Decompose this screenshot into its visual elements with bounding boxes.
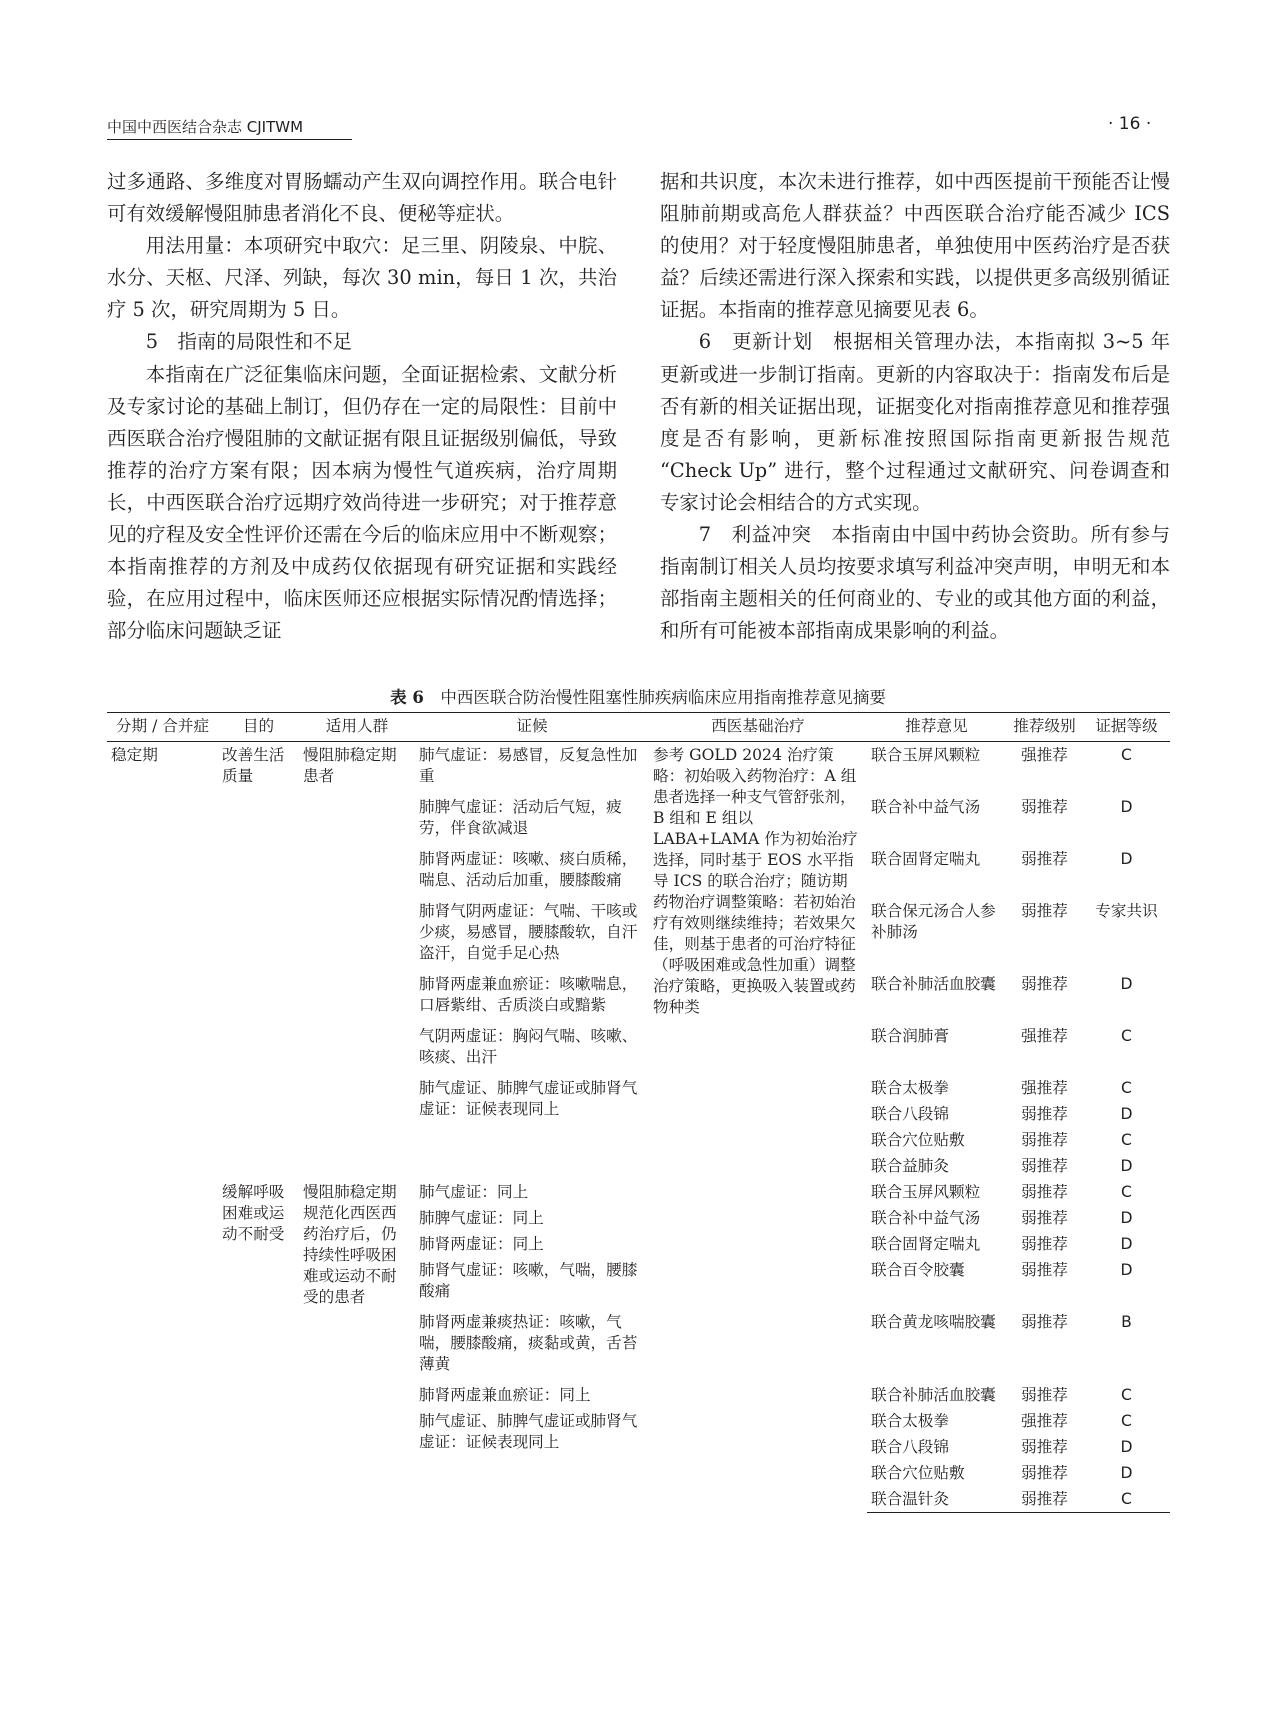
recommendation-cell: 联合八段锦: [871, 1105, 949, 1123]
syndrome-cell: 肺气虚证、肺脾气虚证或肺肾气虚证：证候表现同上: [419, 1079, 638, 1118]
column-header: 分期 / 合并症: [107, 713, 218, 742]
syndrome-cell: 肺气虚证：易感冒，反复急性加重: [419, 746, 638, 785]
paragraph: 7 利益冲突 本指南由中国中药协会资助。所有参与指南制订相关人员均按要求填写利益冲突声明，申明无和本部指南主题相关的任何商业的、专业的或其他方面的利益，和所有可能被本部指南成果影响的利益。: [660, 523, 1170, 643]
syndrome-cell: 肺气虚证、肺脾气虚证或肺肾气虚证：证候表现同上: [419, 1412, 638, 1451]
recommendation-cell: 联合补中益气汤: [871, 1209, 981, 1227]
right-column: [660, 166, 1170, 647]
recommendation-cell: 联合温针灸: [867, 1486, 1006, 1513]
evidence-cell: C: [1083, 1486, 1170, 1513]
evidence-cell: D: [1120, 1157, 1133, 1175]
evidence-cell: D: [1120, 1438, 1133, 1456]
table-caption-text: 中西医联合防治慢性阻塞性肺疾病临床应用指南推荐意见摘要: [440, 688, 886, 707]
evidence-cell: C: [1121, 1079, 1132, 1097]
evidence-cell: D: [1120, 798, 1133, 816]
grade-cell: 弱推荐: [1021, 902, 1068, 920]
evidence-cell: D: [1120, 850, 1133, 868]
column-header: 推荐意见: [867, 713, 1006, 742]
paragraph: 6 更新计划 根据相关管理办法，本指南拟 3~5 年更新或进一步制订指南。更新的内容取决于：指南发布后是否有新的相关证据出现，证据变化对指南推荐意见和推荐强度是否有影响，更新标准按照国际指南更新报告规范 “Check Up” 进行，整个过程通过文献研究、问卷调查和专家讨论会相结合的方式实现。: [660, 330, 1170, 514]
recommendation-cell: 联合益肺灸: [871, 1157, 949, 1175]
grade-cell: 弱推荐: [1021, 1438, 1068, 1456]
paragraph: 本指南在广泛征集临床问题，全面证据检索、文献分析及专家讨论的基础上制订，但仍存在一定的局限性：目前中西医联合治疗慢阻肺的文献证据有限且证据级别偏低，导致推荐的治疗方案有限；因本病为慢性气道疾病，治疗周期长，中西医联合治疗远期疗效尚待进一步研究；对于推荐意见的疗程及安全性评价还需在今后的临床应用中不断观察；本指南推荐的方剂及中成药仅依据现有研究证据和实践经验，在应用过程中，临床医师还应根据实际情况酌情选择；部分临床问题缺乏证: [107, 362, 617, 643]
section-heading: 5 指南的局限性和不足: [145, 330, 353, 354]
grade-cell: 弱推荐: [1021, 1386, 1068, 1404]
grade-cell: 弱推荐: [1021, 1131, 1068, 1149]
recommendation-cell: 联合保元汤合人参补肺汤: [871, 902, 996, 941]
syndrome-cell: 肺脾气虚证：活动后气短，疲劳，伴食欲减退: [419, 798, 622, 837]
header-rule: [107, 139, 352, 140]
evidence-cell: 专家共识: [1095, 902, 1158, 920]
recommendation-cell: 联合太极拳: [871, 1412, 949, 1430]
grade-cell: 弱推荐: [1021, 798, 1068, 816]
evidence-cell: C: [1121, 1027, 1132, 1045]
column-header: 适用人群: [299, 713, 415, 742]
syndrome-cell: 肺肾两虚兼血瘀证：咳嗽喘息，口唇紫绀、舌质淡白或黯紫: [419, 975, 638, 1014]
recommendation-cell: 联合补肺活血胶囊: [871, 975, 996, 993]
table-row: [107, 1179, 1170, 1205]
recommendation-cell: 联合补中益气汤: [871, 798, 981, 816]
syndrome-cell: 肺气虚证：同上: [419, 1183, 529, 1201]
grade-cell: 弱推荐: [1021, 850, 1068, 868]
evidence-cell: C: [1121, 1131, 1132, 1149]
left-column: [107, 166, 617, 647]
recommendation-cell: 联合补肺活血胶囊: [871, 1386, 996, 1404]
syndrome-cell: 气阴两虚证：胸闷气喘、咳嗽、咳痰、出汗: [419, 1027, 638, 1066]
evidence-cell: B: [1121, 1313, 1132, 1331]
evidence-cell: C: [1121, 1386, 1132, 1404]
paragraph: 过多通路、多维度对胃肠蠕动产生双向调控作用。联合电针可有效缓解慢阻肺患者消化不良、便秘等症状。: [107, 170, 617, 226]
recommendation-cell: 联合穴位贴敷: [871, 1131, 965, 1149]
column-header: 证据等级: [1083, 713, 1170, 742]
grade-cell: 强推荐: [1021, 1412, 1068, 1430]
syndrome-cell: 肺肾两虚证：同上: [419, 1235, 544, 1253]
western-treatment-cell: [649, 1179, 867, 1513]
grade-cell: 弱推荐: [1021, 1464, 1068, 1482]
grade-cell: 弱推荐: [1021, 1157, 1068, 1175]
column-header: 西医基础治疗: [649, 713, 867, 742]
recommendation-cell: 联合百令胶囊: [871, 1261, 965, 1279]
stage-cell: 稳定期: [111, 746, 158, 764]
grade-cell: 弱推荐: [1021, 975, 1068, 993]
table-caption: [0, 684, 1276, 708]
syndrome-cell: 肺肾两虚证：咳嗽、痰白质稀，喘息、活动后加重，腰膝酸痛: [419, 850, 638, 889]
evidence-cell: D: [1120, 1105, 1133, 1123]
evidence-cell: C: [1121, 1183, 1132, 1201]
syndrome-cell: 肺肾两虚兼痰热证：咳嗽，气喘，腰膝酸痛，痰黏或黄，舌苔薄黄: [419, 1313, 638, 1373]
recommendation-cell: 联合太极拳: [871, 1079, 949, 1097]
recommendation-cell: 联合润肺膏: [871, 1027, 949, 1045]
grade-cell: 弱推荐: [1021, 1209, 1068, 1227]
column-header: 证候: [415, 713, 649, 742]
syndrome-cell: 肺肾气虚证：咳嗽，气喘，腰膝酸痛: [419, 1261, 638, 1300]
purpose-cell: 缓解呼吸困难或运动不耐受: [222, 1183, 285, 1243]
syndrome-cell: 肺脾气虚证：同上: [419, 1209, 544, 1227]
evidence-cell: C: [1121, 746, 1132, 764]
evidence-cell: D: [1120, 1209, 1133, 1227]
recommendation-cell: 联合八段锦: [871, 1438, 949, 1456]
western-treatment-cell: 参考 GOLD 2024 治疗策略：初始吸入药物治疗：A 组患者选择一种支气管舒张剂，B 组和 E 组以 LABA+LAMA 作为初始治疗选择，同时基于 EOS 水平指导 ICS 的联合治疗；随访期药物治疗调整策略：若初始治疗有效则继续维持；若效果欠佳，则基于患者的可治疗特征（呼吸困难或急性加重）调整治疗策略，更换吸入装置或药物种类: [653, 746, 858, 1016]
evidence-cell: C: [1121, 1412, 1132, 1430]
column-header: 目的: [218, 713, 299, 742]
recommendation-table: [107, 712, 1170, 1513]
grade-cell: 弱推荐: [1021, 1261, 1068, 1279]
syndrome-cell: 肺肾两虚兼血瘀证：同上: [419, 1386, 591, 1404]
grade-cell: 强推荐: [1021, 1079, 1068, 1097]
population-cell: 慢阻肺稳定期患者: [303, 746, 397, 785]
purpose-cell: 改善生活质量: [222, 746, 285, 785]
recommendation-cell: 联合固肾定喘丸: [871, 850, 981, 868]
evidence-cell: D: [1120, 1235, 1133, 1253]
grade-cell: 弱推荐: [1021, 1105, 1068, 1123]
evidence-cell: D: [1120, 1464, 1133, 1482]
recommendation-cell: 联合玉屏风颗粒: [871, 746, 981, 764]
table-label: 表 6: [390, 688, 424, 707]
column-header: 推荐级别: [1006, 713, 1083, 742]
grade-cell: 弱推荐: [1021, 1313, 1068, 1331]
paragraph: 用法用量：本项研究中取穴：足三里、阴陵泉、中脘、水分、天枢、尺泽、列缺，每次 30 min，每日 1 次，共治疗 5 次，研究周期为 5 日。: [107, 234, 617, 322]
recommendation-cell: 联合穴位贴敷: [871, 1464, 965, 1482]
syndrome-cell: 肺肾气阴两虚证：气喘、干咳或少痰，易感冒，腰膝酸软，自汗盗汗，自觉手足心热: [419, 902, 638, 962]
paragraph: 据和共识度，本次未进行推荐，如中西医提前干预能否让慢阻肺前期或高危人群获益？中西医联合治疗能否减少 ICS 的使用？对于轻度慢阻肺患者，单独使用中医药治疗是否获益？后续还需进行深入探索和实践，以提供更多高级别循证证据。本指南的推荐意见摘要见表 6。: [660, 170, 1170, 322]
grade-cell: 强推荐: [1021, 746, 1068, 764]
grade-cell: 强推荐: [1021, 1027, 1068, 1045]
grade-cell: 弱推荐: [1021, 1183, 1068, 1201]
recommendation-cell: 联合固肾定喘丸: [871, 1235, 981, 1253]
journal-title: 中国中西医结合杂志 CJITWM: [107, 118, 304, 136]
evidence-cell: D: [1120, 1261, 1133, 1279]
evidence-cell: D: [1120, 975, 1133, 993]
table-row: [107, 742, 1170, 795]
recommendation-cell: 联合玉屏风颗粒: [871, 1183, 981, 1201]
population-cell: 慢阻肺稳定期规范化西医西药治疗后，仍持续性呼吸困难或运动不耐受的患者: [303, 1183, 397, 1306]
grade-cell: 弱推荐: [1006, 1486, 1083, 1513]
page-number: · 16 ·: [1108, 114, 1152, 134]
grade-cell: 弱推荐: [1021, 1235, 1068, 1253]
recommendation-cell: 联合黄龙咳喘胶囊: [871, 1313, 996, 1331]
